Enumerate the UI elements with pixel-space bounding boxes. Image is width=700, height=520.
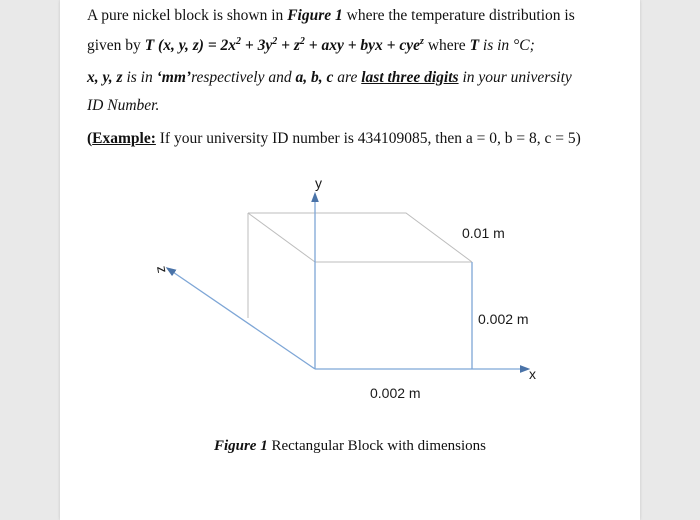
text-span: ( — [87, 130, 93, 147]
document-page — [60, 0, 640, 520]
variable-T: T — [469, 37, 480, 54]
dimension-bottom-label: 0.002 m — [370, 385, 421, 401]
figure-reference: Figure 1 — [287, 7, 343, 24]
dimension-right-label: 0.002 m — [478, 311, 529, 327]
y-axis-label: y — [315, 175, 322, 191]
exponent: 2 — [299, 36, 305, 47]
paragraph-line-4: ID Number. — [87, 97, 160, 114]
equation-part: + axy + byx + cye — [304, 37, 421, 54]
underlined-emphasis: last three digits — [361, 69, 459, 86]
figure-caption — [60, 438, 640, 455]
x-axis-label: x — [529, 366, 536, 382]
equation-part: + 3y — [241, 37, 273, 54]
caption-text: Rectangular Block with dimensions — [267, 438, 487, 454]
text-span: where the temperature distribution is — [342, 7, 575, 24]
example-text: If your university ID number is 434109085, then a = 0, b = 8, c = 5) — [155, 130, 581, 147]
text-span: are — [333, 69, 362, 86]
caption-label: Figure 1 — [213, 438, 268, 454]
text-span: A pure nickel block is shown in — [87, 7, 288, 24]
block-top-left-edge — [248, 213, 315, 262]
z-axis — [170, 270, 315, 369]
unit-mm: ‘mm’ — [156, 69, 192, 86]
equation-part: T (x, y, z) = 2x — [144, 37, 237, 54]
variables: x, y, z — [87, 69, 123, 86]
text-span: is in — [122, 69, 157, 86]
equation-part: + z — [277, 37, 300, 54]
exponent: 2 — [272, 36, 278, 47]
unit-text: is in °C; — [479, 37, 535, 54]
dimension-top-label: 0.01 m — [462, 225, 505, 241]
variables-abc: a, b, c — [295, 69, 334, 86]
text-span: where — [423, 37, 470, 54]
exponent: 2 — [236, 36, 242, 47]
example-label: Example: — [92, 130, 156, 147]
text-span: given by — [87, 37, 145, 54]
exponent: z — [420, 36, 424, 47]
figure-1-diagram — [60, 0, 640, 420]
text-span: in your university — [458, 69, 572, 86]
text-span: respectively and — [191, 69, 296, 86]
z-axis-label: z — [154, 264, 172, 275]
